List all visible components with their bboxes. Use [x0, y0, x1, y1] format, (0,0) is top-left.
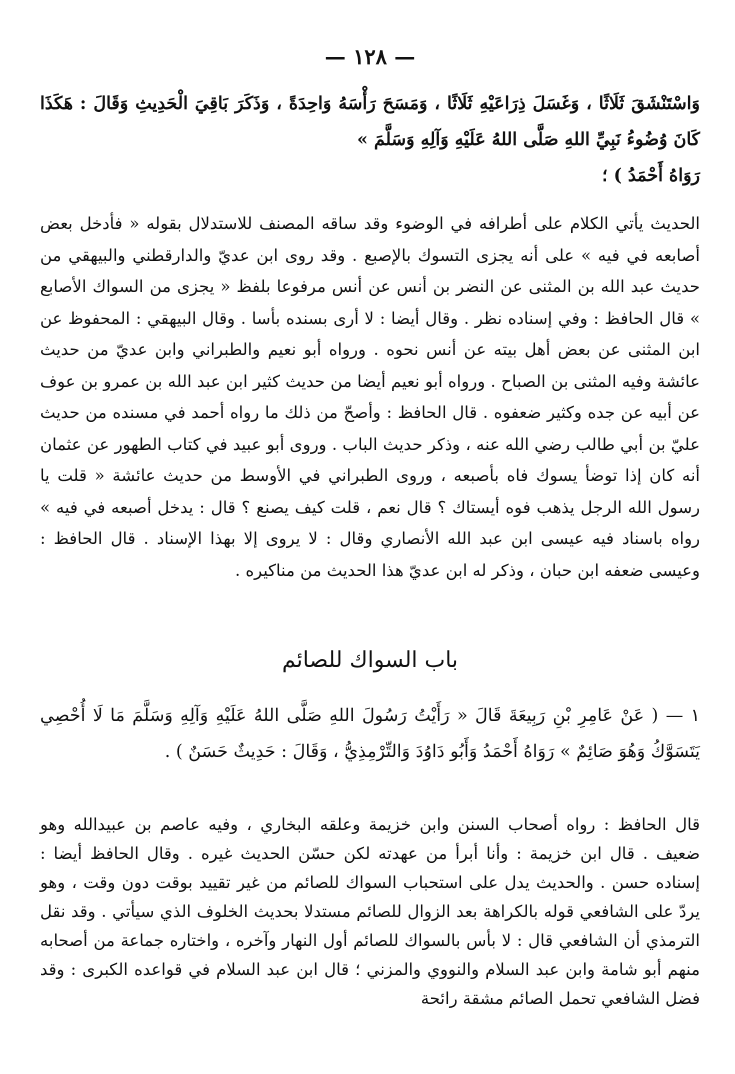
hadith-1-text: ١ — ( عَنْ عَامِرِ بْنِ رَبِيعَةَ قَالَ « رَأَيْتُ رَسُولَ اللهِ صَلَّى اللهُ عَلَيْهِ وَآلِهِ وَسَلَّمَ مَا لَا أُحْصِي يَتَسَوَّكُ وَهُوَ صَائِمٌ » رَوَاهُ أَحْمَدُ وَأَبُو دَاوُدَ وَالتِّرْمِذِيُّ ، وَقَالَ : حَدِيثٌ حَسَنٌ ) .	[40, 706, 700, 762]
chapter-title: باب السواك للصائم	[281, 648, 459, 673]
commentary-paragraph-1	[40, 208, 700, 586]
book-page	[40, 0, 700, 1074]
hadith-continuation-source: رَوَاهُ أَحْمَدُ ) ؛	[601, 166, 700, 186]
commentary-2-text: قال الحافظ : رواه أصحاب السنن وابن خزيمة وعلقه البخاري ، وفيه عاصم بن عبيدالله وهو ضعيف . قال ابن خزيمة : وأنا أبرأ من عهدته لكن حسّن الحديث غيره . وقال الحافظ أيضا : إسناده حسن . والحديث يدل على استحباب السواك للصائم من غير تقييد بوقت دون وقت ، وهو يردّ على الشافعي قوله بالكراهة بعد الزوال للصائم مستدلا بحديث الخلوف الذي سيأتي . وقد نقل الترمذي أن الشافعي قال : لا بأس بالسواك للصائم أول النهار وآخره ، واختاره جماعة من أصحابه منهم أبو شامة وابن عبد السلام والنووي والمزني ؛ قال ابن عبد السلام في قواعده الكبرى : وقد فضل الشافعي تحمل الصائم مشقة رائحة	[40, 815, 700, 1008]
commentary-1-text: الحديث يأتي الكلام على أطرافه في الوضوء وقد ساقه المصنف للاستدلال بقوله « فأدخل بعض أصابعه في فيه » على أنه يجزى التسوك بالإصبع . وقد روى ابن عديّ والدارقطني والبيهقي من حديث عبد الله بن المثنى عن النضر بن أنس عن أنس مرفوعا بلفظ « يجزى من السواك الأصابع » قال الحافظ : وفي إسناده نظر . وقال أيضا : لا أرى بسنده بأسا . وقال البيهقي : المحفوظ عن ابن المثنى عن بعض أهل بيته عن أنس نحوه . ورواه أبو نعيم والطبراني وابن عديّ من حديث عائشة وفيه المثنى بن الصباح . ورواه أبو نعيم أيضا من حديث كثير ابن عبد الله بن عمرو بن عوف عن أبيه عن جده وكثير ضعفوه . قال الحافظ : وأصحّ من ذلك ما رواه أحمد في مسنده من حديث عليّ بن أبي طالب رضي الله عنه ، وذكر حديث الباب . وروى أبو عبيد في كتاب الطهور عن عثمان أنه كان إذا توضأ يسوك فاه بأصبعه ، وروى الطبراني في الأوسط من حديث عائشة « قلت يا رسول الله الرجل يذهب فوه أيستاك ؟ قال نعم ، قلت كيف يصنع ؟ قال : يدخل أصبعه في فيه » رواه باسناد فيه عيسى ابن عبد الله الأنصاري وقال : لا يروى إلا بهذا الإسناد . قال الحافظ : وعيسى ضعفه ابن حبان ، وذكر له ابن عديّ هذا الحديث من مناكيره .	[40, 214, 700, 580]
page-number: — ١٢٨ —	[324, 44, 416, 69]
hadith-1	[40, 698, 700, 770]
hadith-continuation	[40, 86, 700, 194]
hadith-continuation-text: وَاسْتَنْشَقَ ثَلَاثًا ، وَغَسَلَ ذِرَاعَيْهِ ثَلَاثًا ، وَمَسَحَ رَأْسَهُ وَاحِدَةً ، وَذَكَرَ بَاقِيَ الْحَدِيثِ وَقَالَ : هَكَذَا كَانَ وُضُوءُ نَبِيِّ اللهِ صَلَّى اللهُ عَلَيْهِ وَآلِهِ وَسَلَّمَ »	[40, 94, 700, 150]
commentary-paragraph-2	[40, 810, 700, 1013]
